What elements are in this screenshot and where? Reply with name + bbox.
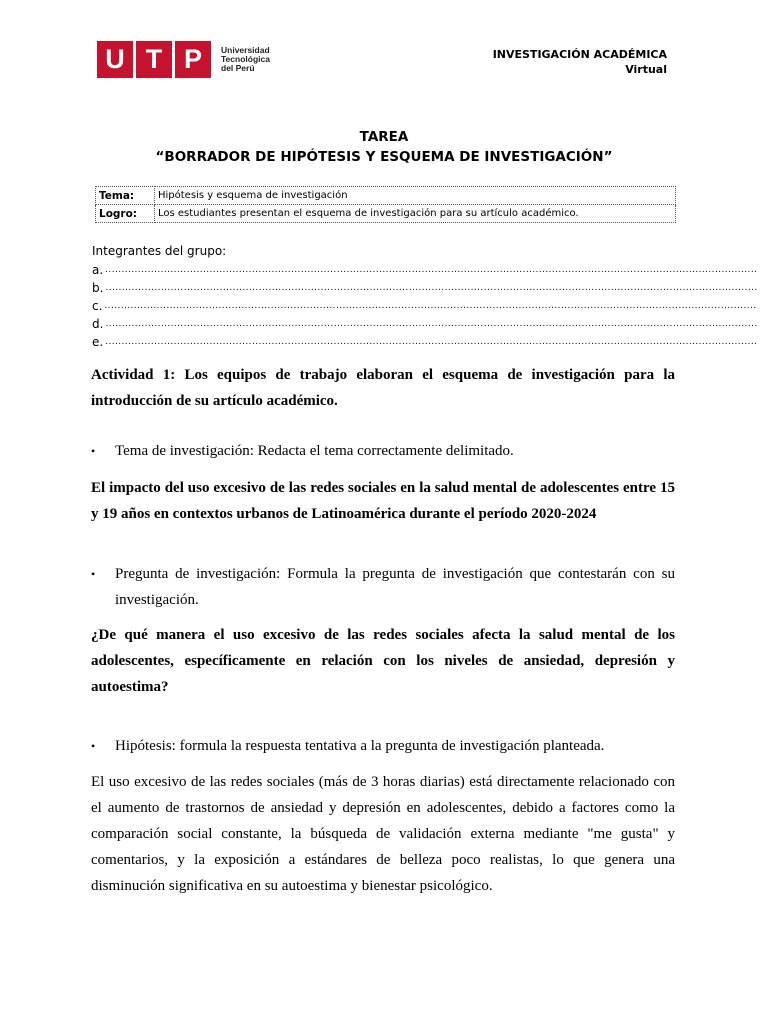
- logo-text: [221, 46, 270, 73]
- tema-label: Tema:: [96, 187, 155, 205]
- member-blank: ........................................................................................................................................................................................................: [105, 319, 758, 329]
- table-row: [96, 205, 676, 223]
- member-blank: ........................................................................................................................................................................................................: [104, 301, 757, 311]
- member-letter: c.: [92, 299, 103, 313]
- course-header: [493, 47, 667, 77]
- member-letter: e.: [92, 335, 104, 349]
- document-title: [0, 127, 768, 167]
- logo-text-line: Universidad: [221, 45, 270, 55]
- list-item: [92, 315, 758, 333]
- bullet-icon: •: [91, 444, 96, 458]
- hipotesis-answer: El uso excesivo de las redes sociales (más de 3 horas diarias) está directamente relacionado con el aumento de trastornos de ansiedad y depresión en adolescentes, debido a factores como la comparación social constante, la búsqueda de validación externa mediante "me gusta" y comentarios, y la exposición a estándares de belleza poco realistas, lo que genera una disminución significativa en su autoestima y bienestar psicológico.: [91, 774, 675, 894]
- member-blank: ........................................................................................................................................................................................................: [105, 283, 758, 293]
- tema-answer: El impacto del uso excesivo de las redes sociales en la salud mental de adolescentes entre 15 y 19 años en contextos urbanos de Latinoamérica durante el período 2020-2024: [91, 480, 675, 522]
- tema-bullet-text: Tema de investigación: Redacta el tema correctamente delimitado.: [115, 443, 514, 459]
- logo-letter-t: T: [136, 41, 172, 78]
- course-name: INVESTIGACIÓN ACADÉMICA: [492, 48, 667, 61]
- logo-text-line: Tecnológica: [221, 54, 270, 64]
- member-letter: a.: [92, 263, 104, 277]
- logo-letter-p: P: [175, 41, 211, 78]
- bullet-icon: •: [91, 739, 96, 753]
- list-item: [92, 261, 758, 279]
- member-letter: b.: [92, 281, 104, 295]
- title-line-2: “BORRADOR DE HIPÓTESIS Y ESQUEMA DE INVESTIGACIÓN”: [155, 149, 613, 165]
- list-item: [92, 297, 757, 315]
- pregunta-bullet: [91, 561, 675, 613]
- member-letter: d.: [92, 317, 104, 331]
- members-list: [92, 261, 758, 351]
- member-blank: ........................................................................................................................................................................................................: [105, 265, 758, 275]
- pregunta-bullet-text: Pregunta de investigación: Formula la pregunta de investigación que contestarán con su investigación.: [115, 566, 675, 608]
- tema-value: Hipótesis y esquema de investigación: [155, 187, 676, 205]
- logro-label: Logro:: [96, 205, 155, 223]
- hipotesis-bullet: [91, 733, 675, 759]
- hipotesis-bullet-text: Hipótesis: formula la respuesta tentativa a la pregunta de investigación planteada.: [115, 738, 605, 754]
- list-item: [92, 279, 758, 297]
- member-blank: ........................................................................................................................................................................................................: [105, 337, 758, 347]
- logro-value: Los estudiantes presentan el esquema de investigación para su artículo académico.: [155, 205, 676, 223]
- course-modality: Virtual: [625, 63, 667, 76]
- logo-letter-u: U: [97, 41, 133, 78]
- pregunta-answer: ¿De qué manera el uso excesivo de las redes sociales afecta la salud mental de los adolescentes, específicamente en relación con los niveles de ansiedad, depresión y autoestima?: [91, 627, 675, 695]
- group-label: Integrantes del grupo:: [92, 244, 227, 258]
- bullet-icon: •: [91, 567, 96, 581]
- table-row: [96, 187, 676, 205]
- logo-text-line: del Perú: [221, 63, 255, 73]
- activity-heading: Actividad 1: Los equipos de trabajo elaboran el esquema de investigación para la introducción de su artículo académico.: [91, 367, 675, 409]
- utp-logo: [97, 41, 270, 78]
- group-members: [92, 243, 758, 351]
- tema-bullet: [91, 438, 675, 464]
- info-table: [95, 186, 676, 223]
- title-line-1: TAREA: [359, 129, 409, 145]
- list-item: [92, 333, 758, 351]
